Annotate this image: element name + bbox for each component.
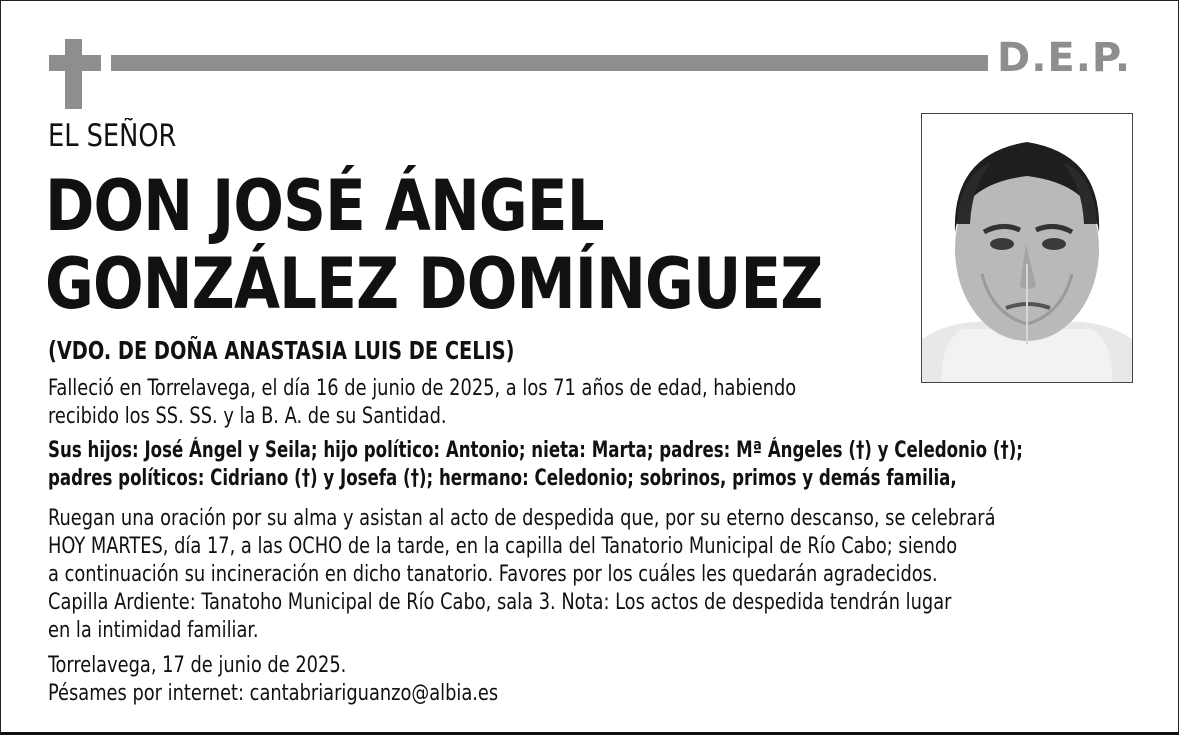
header-rule — [111, 55, 988, 71]
death-notice-line: Falleció en Torrelavega, el día 16 de junio de 2025, a los 71 años de edad, habiendo — [48, 376, 797, 401]
cross-icon — [49, 39, 101, 109]
ceremony-line: HOY MARTES, día 17, a las OCHO de la tarde, en la capilla del Tanatorio Municipal de Río Cabo; siendo — [48, 534, 958, 559]
deceased-name-line-2: GONZÁLEZ DOMÍNGUEZ — [45, 243, 823, 325]
dep-label: D.E.P. — [997, 35, 1132, 81]
death-notice-text — [48, 375, 796, 431]
ceremony-line: Capilla Ardiente: Tanatoho Municipal de Río Cabo, sala 3. Nota: Los actos de despedida tendrán lugar — [48, 590, 952, 615]
portrait-photo — [921, 113, 1133, 383]
family-text — [48, 437, 1023, 493]
deceased-name-line-1: DON JOSÉ ÁNGEL — [45, 165, 604, 247]
condolences-email: Pésames por internet: cantabriariguanzo@albia.es — [48, 681, 499, 706]
intro-label: EL SEÑOR — [48, 118, 177, 154]
closing-date: Torrelavega, 17 de junio de 2025. — [48, 653, 347, 678]
widow-line: (VDO. DE DOÑA ANASTASIA LUIS DE CELIS) — [48, 336, 515, 365]
ceremony-line: Ruegan una oración por su alma y asistan al acto de despedida que, por su eterno descanso, se celebrará — [48, 506, 996, 531]
ceremony-line: en la intimidad familiar. — [48, 618, 259, 643]
ceremony-line: a continuación su incineración en dicho tanatorio. Favores por los cuáles les quedarán agradecidos. — [48, 562, 938, 587]
death-notice-line: recibido los SS. SS. y la B. A. de su Santidad. — [48, 404, 447, 429]
family-line: padres políticos: Cidriano (†) y Josefa (†); hermano: Celedonio; sobrinos, primos y demás familia, — [48, 466, 957, 491]
closing-text — [48, 652, 498, 708]
ceremony-text — [48, 505, 996, 645]
family-line: Sus hijos: José Ángel y Seila; hijo político: Antonio; nieta: Marta; padres: Mª Ángeles (†) y Celedonio (†); — [48, 438, 1023, 463]
